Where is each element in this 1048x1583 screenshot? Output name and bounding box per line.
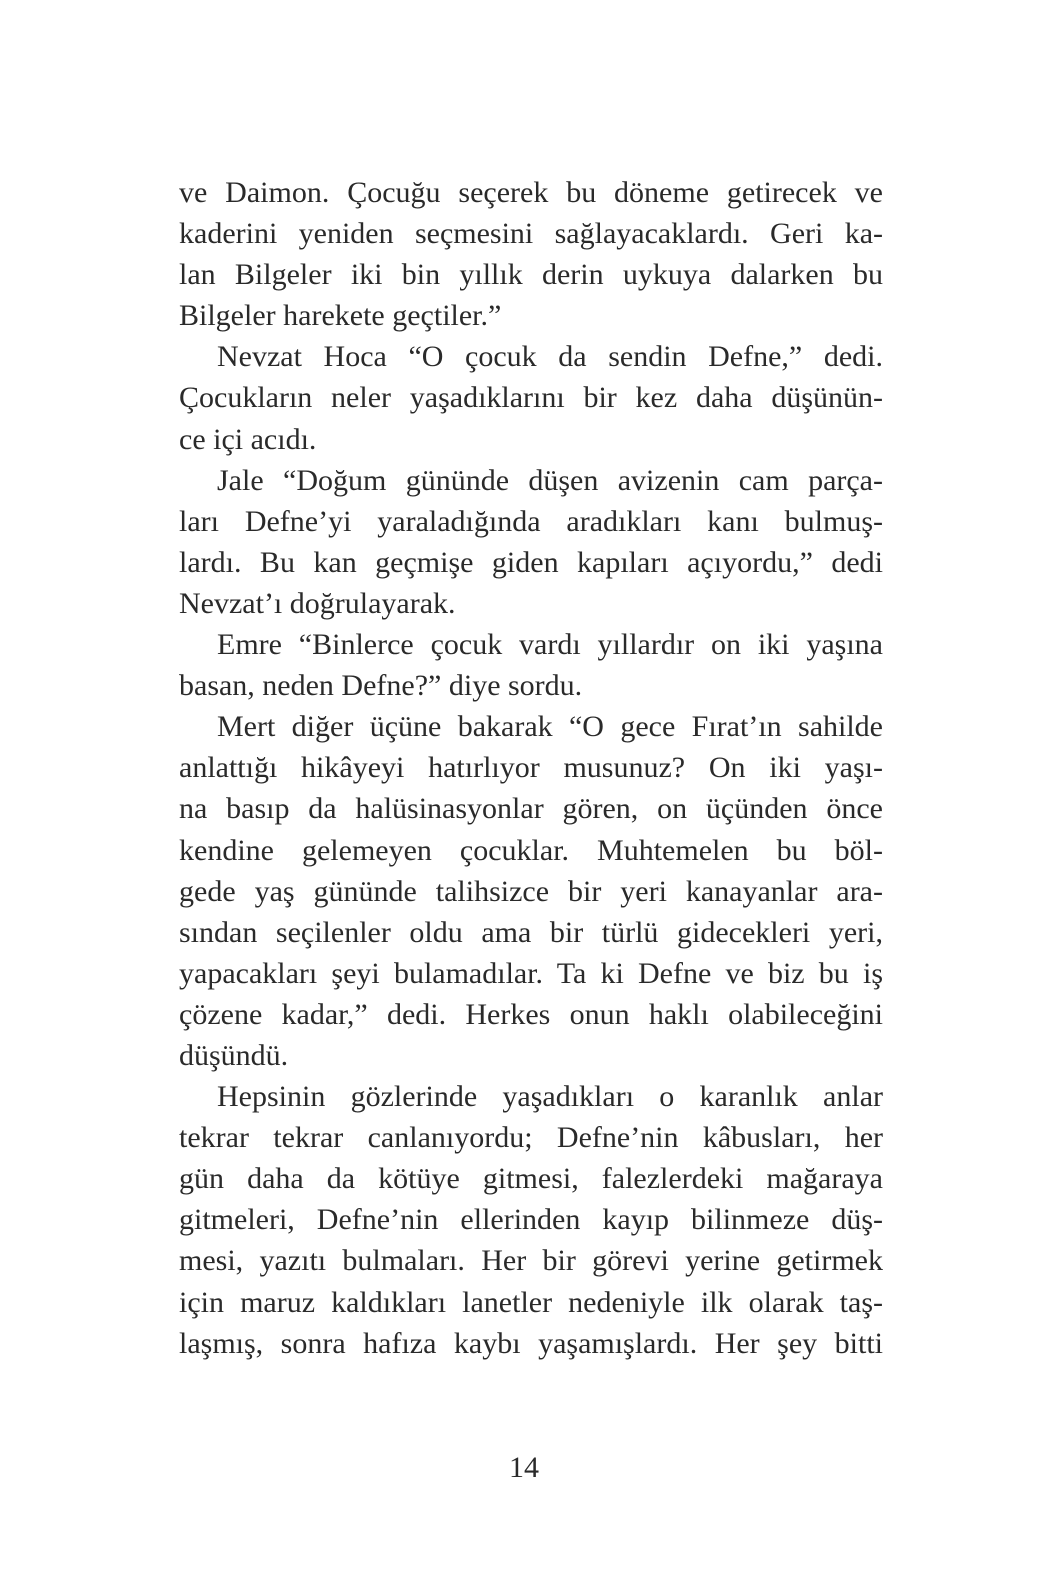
text-line: lan Bilgeler iki bin yıllık derin uykuya dalarken bu	[179, 258, 883, 292]
text-line: ve Daimon. Çocuğu seçerek bu döneme getirecek ve	[179, 176, 883, 209]
text-line: Çocukların neler yaşadıklarını bir kez daha düşünün-	[179, 381, 883, 415]
text-line: düşündü.	[179, 1038, 289, 1072]
text-line: tekrar tekrar canlanıyordu; Defne’nin kâbusları, her	[179, 1121, 883, 1155]
text-line: anlattığı hikâyeyi hatırlıyor musunuz? On iki yaşı-	[179, 751, 883, 785]
body-text	[179, 172, 883, 1364]
text-line: ları Defne’yi yaraladığında aradıkları kanı bulmuş-	[179, 504, 883, 538]
text-line: mesi, yazıtı bulmaları. Her bir görevi yerine getirmek	[179, 1244, 883, 1278]
text-line: Bilgeler harekete geçtiler.”	[179, 299, 502, 333]
page-number: 14	[509, 1451, 539, 1484]
text-line: kaderini yeniden seçmesini sağlayacaklardı. Geri ka-	[179, 217, 883, 251]
text-line: Mert diğer üçüne bakarak “O gece Fırat’ın sahilde	[217, 710, 883, 744]
text-line: sından seçilenler oldu ama bir türlü gidecekleri yeri,	[179, 915, 883, 949]
text-line: gitmeleri, Defne’nin ellerinden kayıp bilinmeze düş-	[179, 1203, 883, 1237]
text-line: için maruz kaldıkları lanetler nedeniyle ilk olarak taş-	[179, 1285, 883, 1319]
text-line: gede yaş gününde talihsizce bir yeri kanayanlar ara-	[179, 874, 883, 908]
text-line: yapacakları şeyi bulamadılar. Ta ki Defne ve biz bu iş	[179, 956, 883, 990]
text-line: Nevzat’ı doğrulayarak.	[179, 586, 456, 620]
text-line: lardı. Bu kan geçmişe giden kapıları açıyordu,” dedi	[179, 545, 883, 579]
text-line: gün daha da kötüye gitmesi, falezlerdeki mağaraya	[179, 1162, 883, 1196]
text-line: çözene kadar,” dedi. Herkes onun haklı olabileceğini	[179, 997, 883, 1031]
text-line: Hepsinin gözlerinde yaşadıkları o karanlık anlar	[217, 1080, 883, 1114]
text-line: Nevzat Hoca “O çocuk da sendin Defne,” dedi.	[217, 340, 883, 374]
text-line: ce içi acıdı.	[179, 422, 317, 456]
text-line: laşmış, sonra hafıza kaybı yaşamışlardı. Her şey bitti	[179, 1326, 883, 1360]
text-line: basan, neden Defne?” diye sordu.	[179, 669, 583, 703]
text-line: Jale “Doğum gününde düşen avizenin cam parça-	[217, 463, 883, 497]
text-line: kendine gelemeyen çocuklar. Muhtemelen bu böl-	[179, 833, 883, 867]
text-line: na basıp da halüsinasyonlar gören, on üçünden önce	[179, 792, 883, 826]
text-line: Emre “Binlerce çocuk vardı yıllardır on iki yaşına	[217, 628, 883, 662]
